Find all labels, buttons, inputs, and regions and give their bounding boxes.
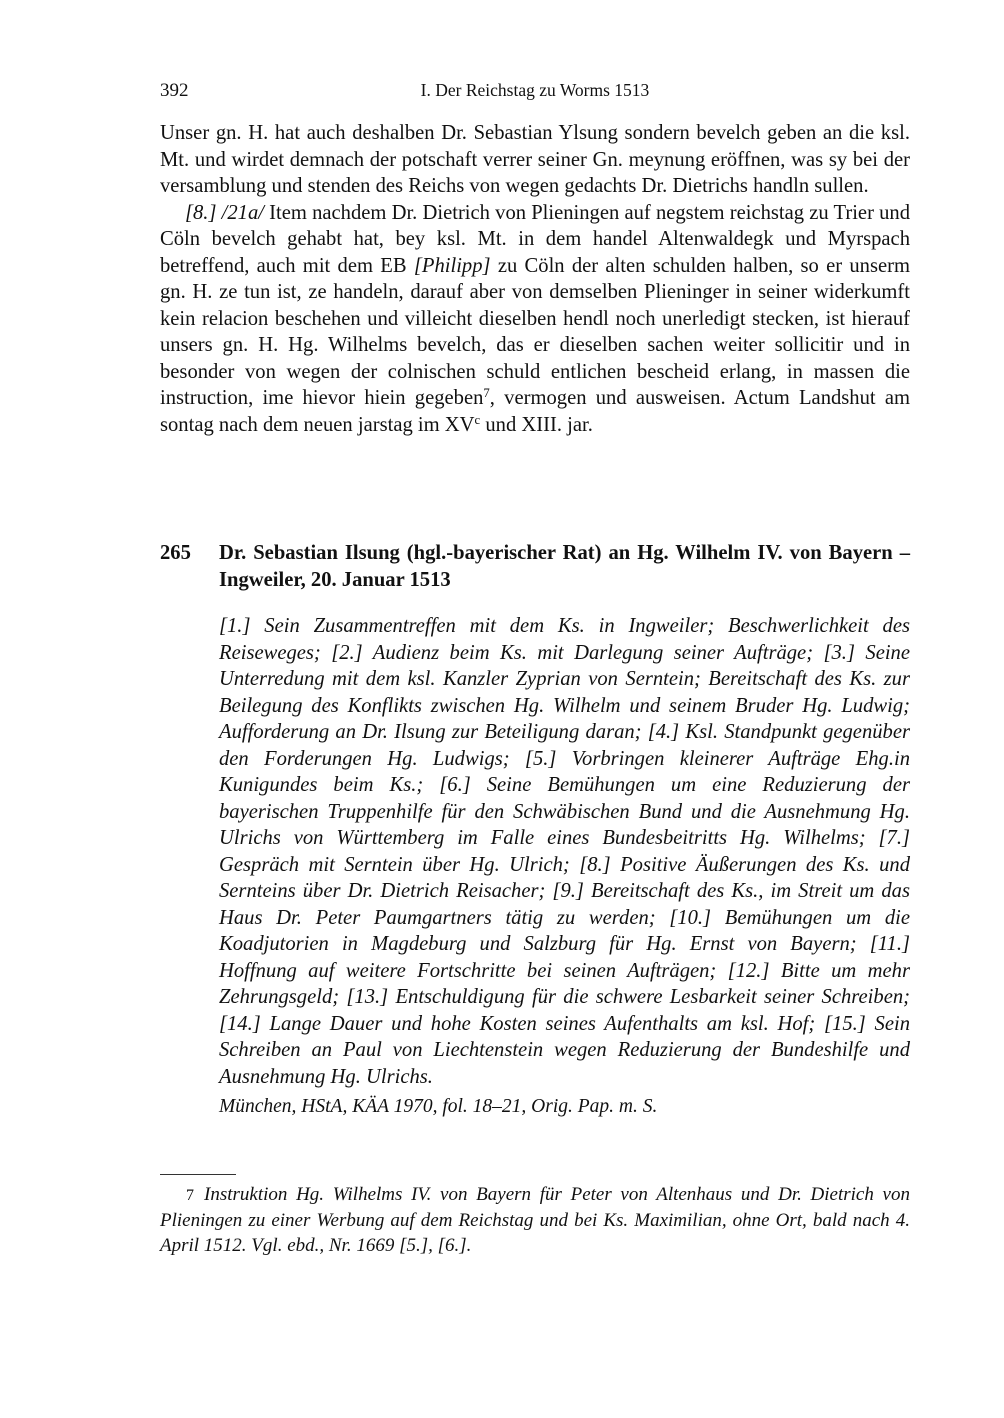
- document-heading: [160, 540, 910, 593]
- paragraph-1: Unser gn. H. hat auch deshalben Dr. Sebastian Ylsung sondern bevelch geben an die ksl. Mt. und wirdet demnach der potschaft verrer seiner Gn. meynung eröffnen, was sy bei der versamblung und stenden des Reichs von wegen gedachts Dr. Dietrichs handln sullen.: [160, 122, 910, 197]
- body-text: [160, 120, 910, 438]
- footnote: [160, 1182, 910, 1258]
- footnote-reference: 7: [483, 385, 490, 400]
- paragraph-2-text-d: und XIII. jar.: [480, 413, 593, 436]
- archival-source: München, HStA, KÄA 1970, fol. 18–21, Orig. Pap. m. S.: [219, 1096, 658, 1117]
- superscript-c: c: [474, 412, 481, 427]
- section-marker: [8.] /21a/: [185, 201, 264, 224]
- footnote-divider: [160, 1174, 236, 1175]
- paragraph-2-text-c: , vermogen und ausweisen. Actum Landshut am sontag nach dem neuen jarstag im XV: [160, 387, 911, 436]
- regest-summary: [1.] Sein Zusammentreffen mit dem Ks. in Ingweiler; Beschwerlichkeit des Reiseweges; [2.] Audienz beim Ks. mit Darlegung seiner Aufträge; [3.] Seine Unterredung mit dem ksl. Kanzler Zyprian von Serntein; Bereitschaft des Ks. zur Beilegung des Konflikts zwischen Hg. Wilhelm und seinem Bruder Hg. Ludwig; Aufforderung an Dr. Ilsung zur Beteiligung daran; [4.] Ksl. Standpunkt gegenüber den Forderungen Hg. Ludwigs; [5.] Vorbringen kleinerer Aufträge Ehg.in Kunigundes beim Ks.; [6.] Seine Bemühungen um eine Reduzierung der bayerischen Truppenhilfe für den Schwäbischen Bund und die Ausnehmung Hg. Ulrichs von Württemberg im Falle eines Bundesbeitritts Hg. Wilhelms; [7.] Gespräch mit Serntein über Hg. Ulrich; [8.] Positive Äußerungen des Ks. und Sernteins über Dr. Dietrich Reisacher; [9.] Bereitschaft des Ks., im Streit um das Haus Dr. Peter Paumgartners tätig zu werden; [10.] Bemühungen um die Koadjutorien in Magdeburg und Salzburg für Hg. Ernst von Bayern; [11.] Hoffnung auf weitere Fortschritte bei seinen Aufträgen; [12.] Bitte um mehr Zehrungsgeld; [13.] Entschuldigung für die schwere Lesbarkeit seiner Schreiben; [14.] Lange Dauer und hohe Kosten seines Aufenthalts am ksl. Hof; [15.] Sein Schreiben an Paul von Liechtenstein wegen Reduzierung der Bundeshilfe und Ausnehmung Hg. Ulrichs.: [219, 615, 910, 1088]
- page-number: 392: [160, 80, 189, 101]
- paragraph-2-text-b: zu Cöln der alten schulden halben, so er unserm gn. H. ze tun ist, ze handeln, darauf aber von demselben Plieninger in seiner widerkumft kein relacion beschehen und villeicht dieselben hendl noch unerledigt stecken, ist hierauf unsers gn. H. Hg. Wilhelms bevelch, das er dieselben sachen weiter sollicitir und in besonder von wegen der colnischen schuld entlichen bescheid erlang, in massen die instruction, ime hievor hiein gegeben: [160, 254, 911, 409]
- paragraph-2: [160, 200, 910, 439]
- regest: [219, 613, 910, 1121]
- running-head: I. Der Reichstag zu Worms 1513: [420, 80, 650, 100]
- paragraph-2-text-a: Item nachdem Dr. Dietrich von Plieningen auf negstem reichstag zu Trier und Cöln bevelch gehabt hat, bey ksl. Mt. in dem handel Altenwaldegk und Myrspach betreffend, auch mit dem EB: [160, 201, 910, 277]
- document-title: Dr. Sebastian Ilsung (hgl.-bayerischer Rat) an Hg. Wilhelm IV. von Bayern – Ingweiler, 20. Januar 1513: [219, 542, 910, 591]
- footnote-text: Instruktion Hg. Wilhelms IV. von Bayern für Peter von Altenhaus und Dr. Dietrich von Plieningen zu einer Werbung auf dem Reichstag und bei Ks. Maximilian, ohne Ort, bald nach 4. April 1512. Vgl. ebd., Nr. 1669 [5.], [6.].: [160, 1184, 910, 1256]
- editorial-insertion: [Philipp]: [413, 254, 491, 277]
- document-number: 265: [160, 542, 191, 564]
- footnote-mark: 7: [186, 1187, 194, 1204]
- page-header: [160, 80, 910, 108]
